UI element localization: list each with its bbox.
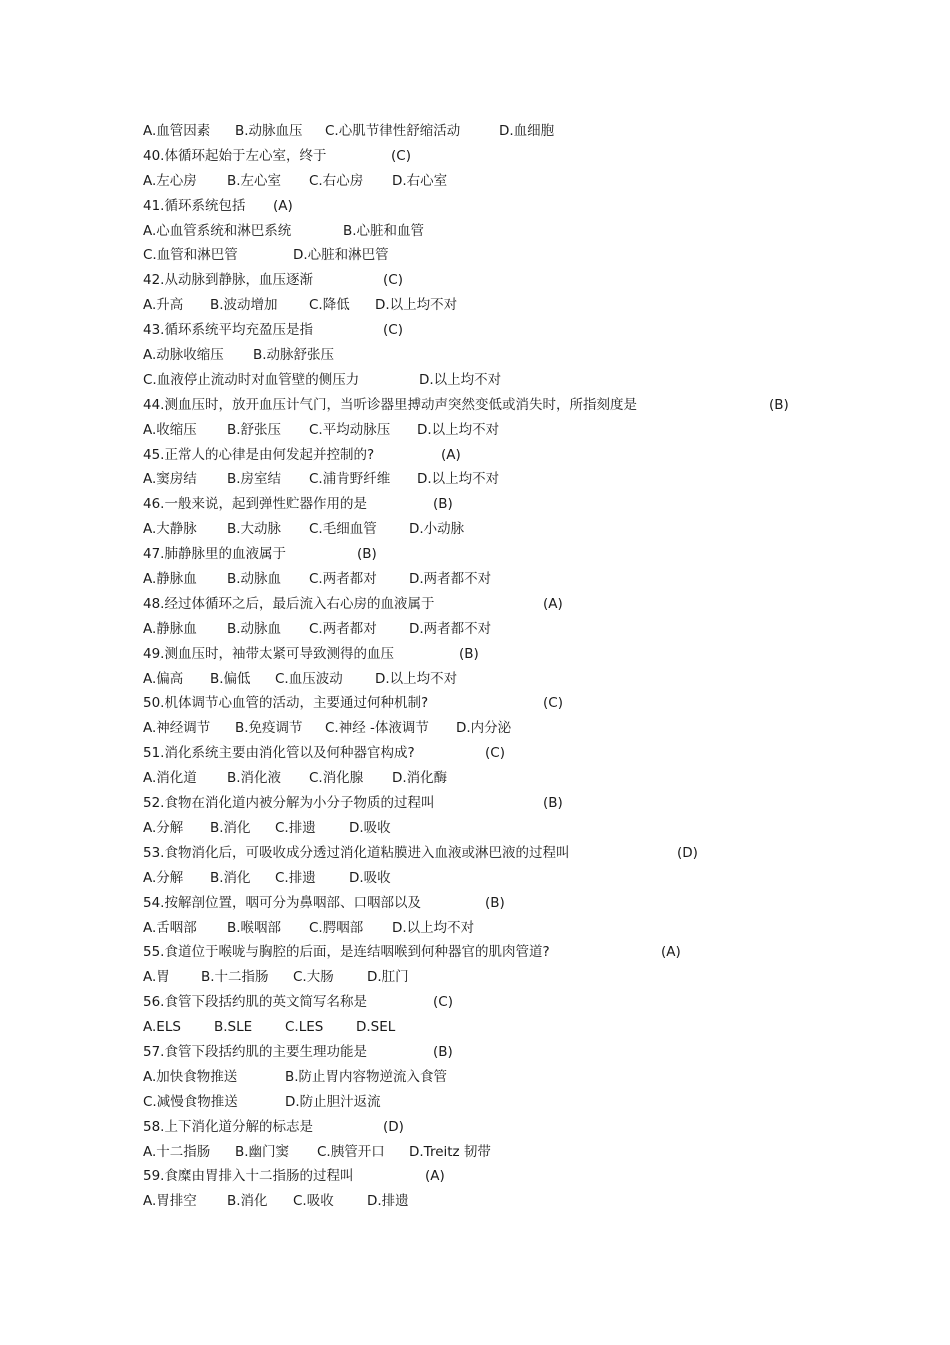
text-segment: D.吸收 <box>349 869 391 886</box>
text-segment: B.动脉血 <box>227 571 282 588</box>
text-segment: B.左心室 <box>227 172 282 189</box>
text-line <box>143 592 843 617</box>
text-segment: C.消化腺 <box>309 770 364 787</box>
text-line <box>143 916 843 941</box>
text-segment: 51.消化系统主要由消化管以及何种器官构成? <box>143 745 415 762</box>
text-segment: (C) <box>433 994 453 1011</box>
text-segment: B.消化 <box>210 869 251 886</box>
text-segment: A.静脉血 <box>143 620 197 637</box>
text-line <box>143 343 843 368</box>
text-segment: (B) <box>459 645 479 662</box>
text-segment: A.心血管系统和淋巴系统 <box>143 222 292 239</box>
text-segment: C.右心房 <box>309 172 364 189</box>
text-segment: (B) <box>357 546 377 563</box>
text-segment: (B) <box>485 894 505 911</box>
text-segment: B.动脉舒张压 <box>253 347 335 364</box>
text-segment: A.升高 <box>143 297 184 314</box>
text-segment: 57.食管下段括约肌的主要生理功能是 <box>143 1043 367 1060</box>
text-segment: C.血管和淋巴管 <box>143 247 238 264</box>
text-line <box>143 965 843 990</box>
text-segment: D.消化酶 <box>392 770 448 787</box>
text-segment: D.心脏和淋巴管 <box>293 247 389 264</box>
text-segment: C.血液停止流动时对血管壁的侧压力 <box>143 371 360 388</box>
text-line <box>143 617 843 642</box>
text-line <box>143 866 843 891</box>
text-line <box>143 1189 843 1214</box>
text-segment: (A) <box>661 944 681 961</box>
text-segment: C.神经 -体液调节 <box>325 720 429 737</box>
text-segment: 42.从动脉到静脉，血压逐渐 <box>143 272 313 289</box>
text-segment: (B) <box>543 795 563 812</box>
text-segment: B.舒张压 <box>227 421 282 438</box>
text-segment: B.心脏和血管 <box>343 222 425 239</box>
text-line <box>143 1065 843 1090</box>
text-line <box>143 940 843 965</box>
text-segment: B.免疫调节 <box>235 720 303 737</box>
text-segment: D.血细胞 <box>499 123 555 139</box>
text-segment: (A) <box>273 197 293 214</box>
text-line <box>143 1140 843 1165</box>
text-line <box>143 293 843 318</box>
text-line <box>143 517 843 542</box>
text-segment: (A) <box>425 1168 445 1185</box>
text-segment: (B) <box>769 396 789 413</box>
text-segment: (C) <box>485 745 505 762</box>
text-segment: D.内分泌 <box>456 720 512 737</box>
text-line <box>143 194 843 219</box>
text-segment: D.Treitz 韧带 <box>409 1143 491 1160</box>
text-segment: B.偏低 <box>210 670 251 687</box>
text-segment: D.两者都不对 <box>409 571 492 588</box>
text-line <box>143 816 843 841</box>
text-segment: 43.循环系统平均充盈压是指 <box>143 322 313 339</box>
text-segment: A.消化道 <box>143 770 197 787</box>
text-line <box>143 567 843 592</box>
text-segment: D.小动脉 <box>409 521 465 538</box>
text-segment: C.心肌节律性舒缩活动 <box>325 123 461 139</box>
text-segment: B.十二指肠 <box>201 969 269 986</box>
text-segment: D.防止胆汁返流 <box>285 1093 381 1110</box>
text-segment: C.毛细血管 <box>309 521 377 538</box>
text-line <box>143 766 843 791</box>
text-segment: A.左心房 <box>143 172 197 189</box>
text-segment: A.窦房结 <box>143 471 197 488</box>
text-segment: D.以上均不对 <box>419 371 502 388</box>
text-segment: 52.食物在消化道内被分解为小分子物质的过程叫 <box>143 795 435 812</box>
text-line <box>143 492 843 517</box>
text-segment: A.大静脉 <box>143 521 197 538</box>
text-line <box>143 393 843 418</box>
text-segment: B.消化液 <box>227 770 282 787</box>
text-segment: (B) <box>433 1043 453 1060</box>
text-segment: A.胃排空 <box>143 1193 197 1210</box>
text-segment: C.LES <box>285 1019 324 1036</box>
text-segment: B.SLE <box>214 1019 253 1036</box>
text-segment: 59.食糜由胃排入十二指肠的过程叫 <box>143 1168 354 1185</box>
text-line <box>143 144 843 169</box>
text-line <box>143 418 843 443</box>
text-segment: B.动脉血压 <box>235 123 303 139</box>
text-line <box>143 667 843 692</box>
text-segment: 41.循环系统包括 <box>143 197 246 214</box>
text-segment: 48.经过体循环之后，最后流入右心房的血液属于 <box>143 595 435 612</box>
text-segment: 53.食物消化后，可吸收成分透过消化道粘膜进入血液或淋巴液的过程叫 <box>143 844 570 861</box>
text-line <box>143 243 843 268</box>
text-line <box>143 219 843 244</box>
text-segment: A.偏高 <box>143 670 184 687</box>
text-segment: A.动脉收缩压 <box>143 347 224 364</box>
text-segment: C.腭咽部 <box>309 919 364 936</box>
text-segment: (A) <box>441 446 461 463</box>
text-line <box>143 368 843 393</box>
text-segment: (D) <box>677 844 698 861</box>
text-segment: B.防止胃内容物逆流入食管 <box>285 1068 448 1085</box>
text-segment: C.吸收 <box>293 1193 334 1210</box>
text-segment: C.减慢食物推送 <box>143 1093 238 1110</box>
text-line <box>143 169 843 194</box>
text-segment: (C) <box>383 272 403 289</box>
text-segment: (B) <box>433 496 453 513</box>
text-segment: 44.测血压时，放开血压计气门，当听诊器里搏动声突然变低或消失时，所指刻度是 <box>143 396 637 413</box>
text-segment: C.降低 <box>309 297 350 314</box>
text-line <box>143 1115 843 1140</box>
text-segment: 45.正常人的心律是由何发起并控制的? <box>143 446 375 463</box>
text-segment: C.排遗 <box>275 869 316 886</box>
text-segment: 56.食管下段括约肌的英文简写名称是 <box>143 994 367 1011</box>
text-segment: B.动脉血 <box>227 620 282 637</box>
text-line <box>143 1164 843 1189</box>
text-segment: D.右心室 <box>392 172 448 189</box>
text-segment: A.静脉血 <box>143 571 197 588</box>
text-segment: C.胰管开口 <box>317 1143 385 1160</box>
text-segment: D.以上均不对 <box>375 297 458 314</box>
document-body <box>143 119 843 1214</box>
text-segment: A.收缩压 <box>143 421 197 438</box>
text-segment: A.分解 <box>143 819 184 836</box>
text-segment: A.加快食物推送 <box>143 1068 238 1085</box>
text-line <box>143 716 843 741</box>
text-segment: 50.机体调节心血管的活动，主要通过何种机制? <box>143 695 429 712</box>
text-segment: B.消化 <box>210 819 251 836</box>
text-segment: 58.上下消化道分解的标志是 <box>143 1118 313 1135</box>
text-segment: A.分解 <box>143 869 184 886</box>
text-segment: C.血压波动 <box>275 670 343 687</box>
text-segment: A.十二指肠 <box>143 1143 211 1160</box>
text-line <box>143 691 843 716</box>
text-segment: C.浦肯野纤维 <box>309 471 391 488</box>
text-segment: C.平均动脉压 <box>309 421 391 438</box>
text-segment: B.喉咽部 <box>227 919 282 936</box>
text-segment: C.两者都对 <box>309 620 377 637</box>
text-segment: C.两者都对 <box>309 571 377 588</box>
text-segment: (A) <box>543 595 563 612</box>
text-line <box>143 1040 843 1065</box>
text-segment: 40.体循环起始于左心室，终于 <box>143 147 327 164</box>
text-segment: (D) <box>383 1118 404 1135</box>
text-line <box>143 318 843 343</box>
text-segment: D.以上均不对 <box>417 421 500 438</box>
text-line <box>143 119 843 144</box>
text-segment: A.胃 <box>143 969 170 986</box>
text-line <box>143 990 843 1015</box>
text-line <box>143 467 843 492</box>
text-line <box>143 1015 843 1040</box>
text-line <box>143 642 843 667</box>
text-segment: 46.一般来说，起到弹性贮器作用的是 <box>143 496 367 513</box>
text-segment: C.大肠 <box>293 969 334 986</box>
text-segment: (C) <box>383 322 403 339</box>
text-line <box>143 268 843 293</box>
text-segment: 54.按解剖位置，咽可分为鼻咽部、口咽部以及 <box>143 894 421 911</box>
text-segment: D.以上均不对 <box>417 471 500 488</box>
text-line <box>143 841 843 866</box>
text-segment: (C) <box>391 147 411 164</box>
text-segment: D.排遗 <box>367 1193 409 1210</box>
text-segment: (C) <box>543 695 563 712</box>
text-segment: A.神经调节 <box>143 720 211 737</box>
text-segment: C.排遗 <box>275 819 316 836</box>
text-line <box>143 791 843 816</box>
text-line <box>143 542 843 567</box>
text-segment: D.以上均不对 <box>375 670 458 687</box>
text-line <box>143 891 843 916</box>
text-line <box>143 443 843 468</box>
text-segment: B.幽门窦 <box>235 1143 290 1160</box>
text-segment: D.SEL <box>356 1019 396 1036</box>
text-line <box>143 1090 843 1115</box>
text-line <box>143 741 843 766</box>
text-segment: 55.食道位于喉咙与胸腔的后面，是连结咽喉到何种器官的肌肉管道? <box>143 944 550 961</box>
text-segment: D.两者都不对 <box>409 620 492 637</box>
text-segment: D.吸收 <box>349 819 391 836</box>
text-segment: A.舌咽部 <box>143 919 197 936</box>
text-segment: D.肛门 <box>367 969 409 986</box>
text-segment: A.血管因素 <box>143 123 211 139</box>
text-segment: A.ELS <box>143 1019 181 1036</box>
text-segment: 47.肺静脉里的血液属于 <box>143 546 286 563</box>
text-segment: B.消化 <box>227 1193 268 1210</box>
text-segment: B.波动增加 <box>210 297 278 314</box>
text-segment: 49.测血压时，袖带太紧可导致测得的血压 <box>143 645 394 662</box>
text-segment: B.大动脉 <box>227 521 282 538</box>
text-segment: B.房室结 <box>227 471 282 488</box>
text-segment: D.以上均不对 <box>392 919 475 936</box>
